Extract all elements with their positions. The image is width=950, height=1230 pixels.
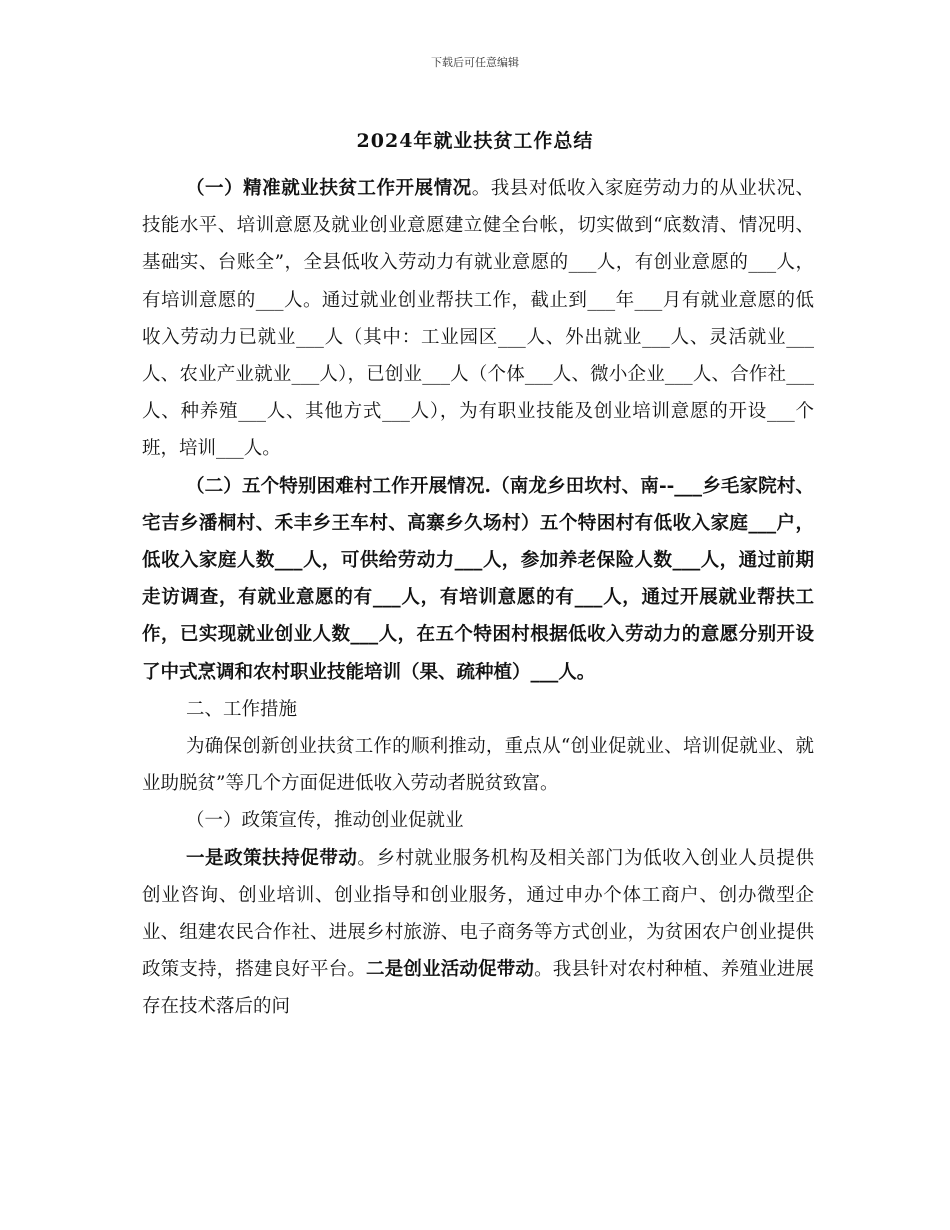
section-heading-measures: 二、工作措施 bbox=[186, 698, 298, 720]
paragraph-text: 。乡村就业服务机构及相关部门为低收入创业人员提供创业咨询、创业培训、创业指导和创业服务，通过申办个体工商户、创办微型企业、组建农民合作社、进展乡村旅游、电子商务等方式创业，为贫困农户创业提供政策支持，搭建良好平台。 bbox=[142, 847, 814, 981]
subsection-heading-policy: （一）政策宣传，推动创业促就业 bbox=[186, 810, 464, 832]
paragraph-employment-situation bbox=[142, 170, 814, 468]
paragraph-text: 。我县对低收入家庭劳动力的从业状况、技能水平、培训意愿及就业创业意愿建立健全台帐，切实做到“底数清、情况明、基础实、台账全”，全县低收入劳动力有就业意愿的___人，有创业意愿的___人，有培训意愿的___人。通过就业创业帮扶工作，截止到___年___月有就业意愿的低收入劳动力已就业___人（其中：工业园区___人、外出就业___人、灵活就业___人、农业产业就业___人），已创业___人（个体___人、微小企业___人、合作社___人、种养殖___人、其他方式___人），为有职业技能及创业培训意愿的开设___个班，培训___人。 bbox=[142, 178, 814, 460]
paragraph-text: 。我县针对农村种植、养殖业进展存在技术落后的问 bbox=[142, 959, 814, 1018]
paragraph-heading: （一）精准就业扶贫工作开展情况 bbox=[186, 178, 472, 199]
paragraph-measures-intro: 为确保创新创业扶贫工作的顺利推动，重点从“创业促就业、培训促就业、就业助脱贫”等几个方面促进低收入劳动者脱贫致富。 bbox=[142, 736, 814, 795]
page-header: 下载后可任意编辑 bbox=[431, 56, 519, 69]
document-body bbox=[142, 170, 814, 1026]
document-title: 2024年就业扶贫工作总结 bbox=[356, 130, 594, 152]
paragraph-policy-support bbox=[142, 840, 814, 1026]
paragraph-special-villages: （二）五个特别困难村工作开展情况.（南龙乡田坎村、南--___乡毛家院村、宅吉乡潘桐村、禾丰乡王车村、高寨乡久场村）五个特困村有低收入家庭___户，低收入家庭人数___人，可供给劳动力___人，参加养老保险人数___人，通过前期走访调查，有就业意愿的有___人，有培训意愿的有___人，通过开展就业帮扶工作，已实现就业创业人数___人，在五个特困村根据低收入劳动力的意愿分别开设了中式烹调和农村职业技能培训（果、疏种植）___人。 bbox=[142, 475, 814, 683]
lead-phrase-2: 二是创业活动促带动 bbox=[366, 959, 535, 981]
lead-phrase-1: 一是政策扶持促带动 bbox=[186, 847, 358, 869]
